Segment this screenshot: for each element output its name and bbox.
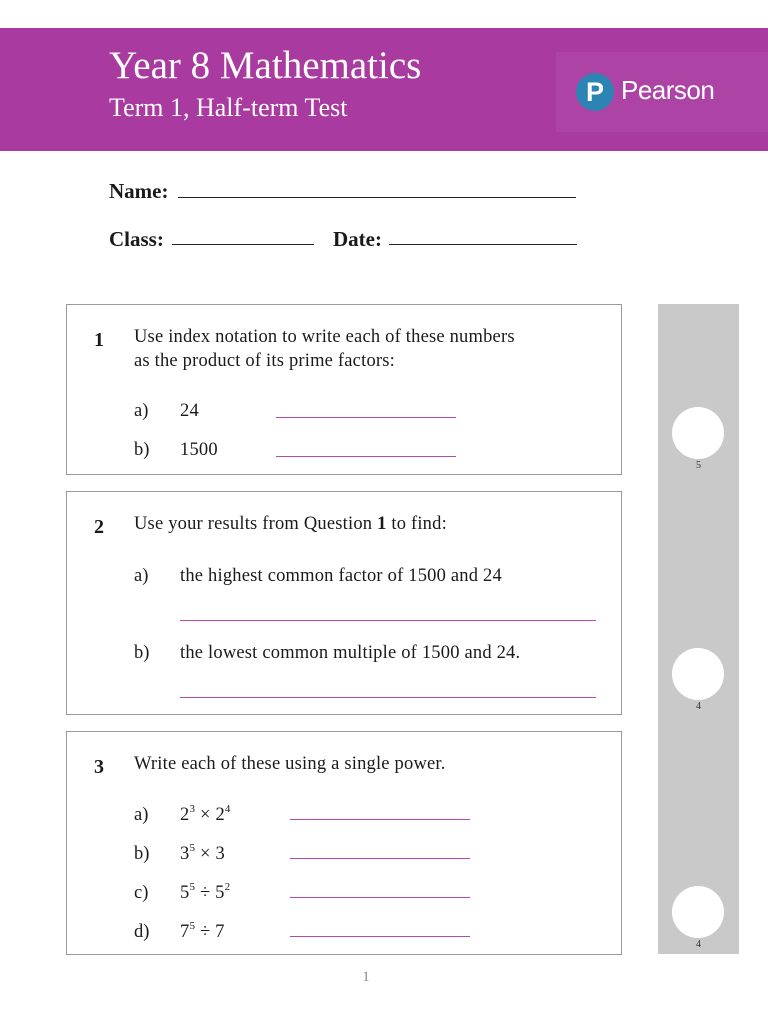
answer-line-1a[interactable] [276, 417, 456, 418]
question-3-box [66, 731, 622, 955]
marks-margin [658, 304, 739, 954]
part-letter: b) [134, 844, 150, 864]
part-expression: $7^5 \div 7$ [180, 920, 225, 942]
part-letter: c) [134, 883, 149, 903]
part-letter: a) [134, 566, 149, 586]
question-number: 2 [94, 516, 104, 538]
max-marks-q3: 4 [696, 939, 701, 950]
part-expression: $5^5 \div 5^2$ [180, 881, 231, 903]
part-expression: $2^3 \times 2^4$ [180, 803, 231, 825]
part-expression: $3^5 \times 3$ [180, 842, 225, 864]
max-marks-q1: 5 [696, 460, 701, 471]
part-letter: a) [134, 401, 149, 421]
date-field[interactable] [389, 244, 577, 245]
max-marks-q2: 4 [696, 701, 701, 712]
test-title: Year 8 Mathematics [109, 44, 422, 87]
part-text: 1500 [180, 440, 218, 460]
class-field[interactable] [172, 244, 314, 245]
question-1-box [66, 304, 622, 475]
test-subtitle: Term 1, Half-term Test [109, 93, 348, 122]
mark-box-q1[interactable] [672, 407, 724, 459]
answer-line-3b[interactable] [290, 858, 470, 859]
name-label: Name: [109, 179, 169, 203]
publisher-logo [556, 52, 768, 132]
question-number: 1 [94, 329, 104, 351]
question-reference: 1 [377, 514, 387, 534]
header-banner [0, 28, 768, 151]
answer-line-3d[interactable] [290, 936, 470, 937]
answer-line-2b[interactable] [180, 697, 596, 698]
answer-line-3c[interactable] [290, 897, 470, 898]
class-label: Class: [109, 227, 164, 251]
part-letter: b) [134, 643, 150, 663]
answer-line-1b[interactable] [276, 456, 456, 457]
part-text: the highest common factor of 1500 and 24 [180, 566, 502, 586]
publisher-name: Pearson [621, 75, 715, 105]
name-field[interactable] [178, 197, 576, 198]
page-number: 1 [362, 969, 370, 985]
part-text: 24 [180, 401, 199, 421]
part-letter: b) [134, 440, 150, 460]
question-text-line2: as the product of its prime factors: [134, 351, 395, 371]
part-text: the lowest common multiple of 1500 and 24. [180, 643, 521, 663]
question-number: 3 [94, 756, 104, 778]
part-letter: a) [134, 805, 149, 825]
question-text-before: Use your results from Question [134, 514, 378, 534]
pearson-logo-icon: P [576, 73, 614, 111]
question-text: Write each of these using a single power. [134, 754, 446, 774]
mark-box-q2[interactable] [672, 648, 724, 700]
question-text-after: to find: [386, 514, 447, 534]
mark-box-q3[interactable] [672, 886, 724, 938]
question-2-box [66, 491, 622, 715]
answer-line-2a[interactable] [180, 620, 596, 621]
question-text-line1: Use index notation to write each of these numbers [134, 327, 515, 347]
question-text [134, 512, 447, 536]
part-letter: d) [134, 922, 150, 942]
date-label: Date: [333, 227, 382, 251]
answer-line-3a[interactable] [290, 819, 470, 820]
